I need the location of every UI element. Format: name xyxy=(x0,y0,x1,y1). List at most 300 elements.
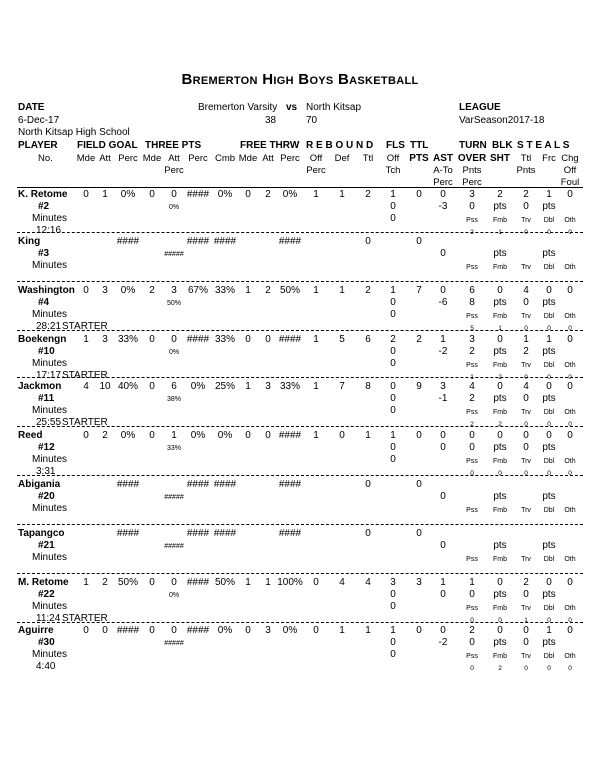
sub-stat-value: 5 xyxy=(470,325,474,332)
header-turn: TURN xyxy=(459,140,487,151)
sub-stat-value: 0 xyxy=(524,325,528,332)
sublabel-dbl: Dbl xyxy=(543,653,555,660)
header-ato: A-To xyxy=(433,165,453,176)
sub-stat-value: 0 xyxy=(498,617,502,624)
sub-stat-value: 0 xyxy=(547,325,551,332)
sub-stat-value: 0 xyxy=(547,617,551,624)
stat-cell: 0 xyxy=(365,528,371,539)
stat-cell: 1 xyxy=(83,334,89,345)
row-separator xyxy=(17,232,583,233)
turnover-pts-label: pts xyxy=(493,393,507,404)
stat-cell: 0 xyxy=(149,577,155,588)
stat-cell: 0 xyxy=(523,625,529,636)
player-name: Abigania xyxy=(18,479,61,490)
minutes-label: Minutes xyxy=(32,260,68,271)
stat-cell: #### xyxy=(213,479,237,490)
sublabel-trv: Trv xyxy=(521,605,531,612)
stat-cell: 2 xyxy=(469,625,475,636)
stat-cell: 2 xyxy=(390,334,396,345)
fls-off-value: 0 xyxy=(390,297,396,308)
stat-cell: 0% xyxy=(120,189,136,200)
stat-cell: 0 xyxy=(149,334,155,345)
ast-to-value: 0 xyxy=(440,442,446,453)
header-stl-ttl: Ttl xyxy=(520,153,532,164)
header-tch: Tch xyxy=(385,165,401,176)
stat-cell: 1 xyxy=(546,625,552,636)
sublabel-trv: Trv xyxy=(521,217,531,224)
sublabel-fmb: Fmb xyxy=(493,605,507,612)
stat-cell: 0 xyxy=(546,430,552,441)
player-number: #4 xyxy=(38,297,50,308)
stat-cell: 0 xyxy=(546,285,552,296)
sub-stat-value: 1 xyxy=(498,229,502,236)
stat-cell: 0% xyxy=(120,430,136,441)
stat-cell: 0 xyxy=(523,430,529,441)
header-3p-mde: Mde xyxy=(142,153,162,164)
stat-cell: 0 xyxy=(365,236,371,247)
header-field-goal: FIELD GOAL xyxy=(77,140,138,151)
starter-status: STARTER xyxy=(62,417,108,428)
stat-cell: 2 xyxy=(102,430,108,441)
header-free-thrw: FREE THRW xyxy=(240,140,300,151)
stat-cell: 1 xyxy=(546,334,552,345)
header-ttl: TTL xyxy=(410,140,429,151)
stat-cell: 0 xyxy=(365,479,371,490)
stat-cell: 1 xyxy=(390,430,396,441)
stat-cell: 33% xyxy=(279,381,301,392)
ast-to-value: -6 xyxy=(438,297,448,308)
sublabel-fmb: Fmb xyxy=(493,409,507,416)
stat-cell: 1 xyxy=(390,625,396,636)
sub-stat-value: 0 xyxy=(470,665,474,672)
fls-tch-value: 0 xyxy=(390,309,396,320)
header-divider xyxy=(17,187,583,188)
stat-cell: 6 xyxy=(171,381,177,392)
stat-cell: 4 xyxy=(365,577,371,588)
header-reb-def: Def xyxy=(334,153,350,164)
three-pt-att-perc: 38% xyxy=(166,396,182,403)
ast-to-value: -2 xyxy=(438,637,448,648)
vs-label: vs xyxy=(286,102,298,113)
minutes-label: Minutes xyxy=(32,503,68,514)
stat-cell: #### xyxy=(186,625,210,636)
stat-cell: 2 xyxy=(497,189,503,200)
stat-cell: #### xyxy=(213,528,237,539)
sub-stat-value: 1 xyxy=(498,325,502,332)
header-pts: PTS xyxy=(409,153,429,164)
stat-cell: 0 xyxy=(245,430,251,441)
home-team: Bremerton Varsity xyxy=(198,102,278,113)
stat-cell: 4 xyxy=(469,381,475,392)
sublabel-oth: Oth xyxy=(564,362,576,369)
sublabel-fmb: Fmb xyxy=(493,217,507,224)
sublabel-dbl: Dbl xyxy=(543,409,555,416)
starter-status: STARTER xyxy=(62,613,108,624)
stat-cell: 3 xyxy=(416,577,422,588)
header-reb-ttl: Ttl xyxy=(362,153,374,164)
sublabel-dbl: Dbl xyxy=(543,362,555,369)
page-title: Bremerton High Boys Basketball xyxy=(181,71,419,88)
stat-cell: 50% xyxy=(279,285,301,296)
stat-cell: 1 xyxy=(390,189,396,200)
stat-cell: 0 xyxy=(245,625,251,636)
header-fg-att: Att xyxy=(99,153,111,164)
sublabel-oth: Oth xyxy=(564,556,576,563)
sublabel-trv: Trv xyxy=(521,458,531,465)
stat-cell: 0 xyxy=(440,430,446,441)
sub-stat-value: 0 xyxy=(568,374,572,381)
stat-cell: 1 xyxy=(265,577,271,588)
sub-stat-value: 0 xyxy=(568,617,572,624)
stat-cell: 3 xyxy=(171,285,177,296)
sublabel-trv: Trv xyxy=(521,556,531,563)
header-player: PLAYER xyxy=(18,140,58,151)
sublabel-oth: Oth xyxy=(564,605,576,612)
fls-off-value: 0 xyxy=(390,637,396,648)
player-number: #3 xyxy=(38,248,50,259)
turnover-pnts-value: 2 xyxy=(469,393,475,404)
header-3p-att: Att xyxy=(168,153,180,164)
stat-cell: 7 xyxy=(339,381,345,392)
stat-cell: 1 xyxy=(440,577,446,588)
stat-cell: 0 xyxy=(546,381,552,392)
minutes-label: Minutes xyxy=(32,649,68,660)
sub-stat-value: 0 xyxy=(524,470,528,477)
minutes-label: Minutes xyxy=(32,405,68,416)
sub-stat-value: 0 xyxy=(547,470,551,477)
sublabel-fmb: Fmb xyxy=(493,313,507,320)
stat-cell: 1 xyxy=(245,577,251,588)
stat-cell: 2 xyxy=(365,285,371,296)
minutes-value: 25:55 xyxy=(36,417,62,428)
row-separator xyxy=(17,524,583,525)
player-name: King xyxy=(18,236,41,247)
stat-cell: 67% xyxy=(187,285,209,296)
ast-to-value: 0 xyxy=(440,248,446,259)
player-name: Boekengn xyxy=(18,334,67,345)
sub-stat-value: 2 xyxy=(498,374,502,381)
steal-pnts-value: 0 xyxy=(523,201,529,212)
steal-pnts-value: 0 xyxy=(523,637,529,648)
stat-cell: 1 xyxy=(313,285,319,296)
stat-cell: 3 xyxy=(469,189,475,200)
sublabel-pss: Pss xyxy=(466,556,478,563)
stat-cell: 2 xyxy=(265,189,271,200)
sublabel-dbl: Dbl xyxy=(543,264,555,271)
stat-cell: 0% xyxy=(190,430,206,441)
player-number: #20 xyxy=(38,491,55,502)
stat-cell: 0 xyxy=(497,625,503,636)
turnover-pts-label: pts xyxy=(493,442,507,453)
minutes-value: 17:17 xyxy=(36,370,62,381)
stat-cell: 0% xyxy=(282,625,298,636)
stat-cell: 0 xyxy=(83,285,89,296)
player-name: Aguirre xyxy=(18,625,54,636)
header-foul: Foul xyxy=(560,177,580,188)
stat-cell: 1 xyxy=(313,334,319,345)
header-ast: AST xyxy=(433,153,453,164)
sublabel-fmb: Fmb xyxy=(493,264,507,271)
sub-stat-value: 0 xyxy=(524,421,528,428)
stat-cell: 0 xyxy=(546,577,552,588)
header-fls: FLS xyxy=(386,140,405,151)
stat-cell: 0 xyxy=(265,334,271,345)
sublabel-pss: Pss xyxy=(466,362,478,369)
turnover-pts-label: pts xyxy=(493,248,507,259)
turnover-pnts-value: 0 xyxy=(469,201,475,212)
fls-tch-value: 0 xyxy=(390,454,396,465)
stat-cell: 0 xyxy=(567,625,573,636)
stat-cell: 0 xyxy=(567,285,573,296)
minutes-label: Minutes xyxy=(32,358,68,369)
fls-tch-value: 0 xyxy=(390,649,396,660)
stat-cell: 0 xyxy=(567,189,573,200)
stat-cell: 4 xyxy=(523,285,529,296)
stat-cell: 8 xyxy=(365,381,371,392)
stat-cell: #### xyxy=(116,236,140,247)
turnover-pnts-value: 2 xyxy=(469,346,475,357)
header-pnts: Pnts xyxy=(462,165,482,176)
ast-to-value: 0 xyxy=(440,491,446,502)
three-pt-att-perc: 0% xyxy=(168,592,180,599)
sub-stat-value: 0 xyxy=(470,617,474,624)
sublabel-fmb: Fmb xyxy=(493,556,507,563)
sub-stat-value: 2 xyxy=(498,665,502,672)
stat-cell: 1 xyxy=(339,625,345,636)
sub-stat-value: 2 xyxy=(470,229,474,236)
stat-cell: 1 xyxy=(440,334,446,345)
stat-cell: 1 xyxy=(83,577,89,588)
sublabel-oth: Oth xyxy=(564,217,576,224)
stat-cell: 0 xyxy=(497,430,503,441)
stat-cell: 0% xyxy=(190,381,206,392)
header-fg-perc: Perc xyxy=(118,153,138,164)
header-ato-perc: Perc xyxy=(433,177,453,188)
steal-pts-label: pts xyxy=(542,248,556,259)
stat-cell: 0% xyxy=(282,189,298,200)
stat-cell: 3 xyxy=(102,334,108,345)
sublabel-dbl: Dbl xyxy=(543,458,555,465)
sub-stat-value: 2 xyxy=(470,421,474,428)
stat-cell: 2 xyxy=(149,285,155,296)
player-name: Jackmon xyxy=(18,381,62,392)
turnover-pts-label: pts xyxy=(493,589,507,600)
stat-cell: 0 xyxy=(440,189,446,200)
sublabel-trv: Trv xyxy=(521,313,531,320)
sub-stat-value: 0 xyxy=(568,665,572,672)
three-pt-att-perc: ##### xyxy=(164,494,184,501)
sub-stat-value: 0 xyxy=(547,374,551,381)
row-separator xyxy=(17,573,583,574)
sublabel-oth: Oth xyxy=(564,458,576,465)
stat-cell: #### xyxy=(186,528,210,539)
stat-cell: 0 xyxy=(440,285,446,296)
stat-cell: 1 xyxy=(365,625,371,636)
stat-cell: 6 xyxy=(469,285,475,296)
stat-cell: 0 xyxy=(245,189,251,200)
row-separator xyxy=(17,622,583,623)
fls-tch-value: 0 xyxy=(390,405,396,416)
player-number: #21 xyxy=(38,540,55,551)
stat-cell: #### xyxy=(186,479,210,490)
steal-pts-label: pts xyxy=(542,589,556,600)
turnover-pts-label: pts xyxy=(493,491,507,502)
stat-cell: 0 xyxy=(567,577,573,588)
sub-stat-value: 0 xyxy=(498,470,502,477)
fls-tch-value: 0 xyxy=(390,601,396,612)
player-number: #30 xyxy=(38,637,55,648)
sub-stat-value: 0 xyxy=(547,665,551,672)
player-number: #11 xyxy=(38,393,55,404)
stat-cell: 3 xyxy=(102,285,108,296)
fls-tch-value: 0 xyxy=(390,213,396,224)
sub-stat-value: 0 xyxy=(568,470,572,477)
sub-stat-value: 0 xyxy=(524,374,528,381)
stat-cell: 1 xyxy=(313,189,319,200)
header-cmb: Cmb xyxy=(214,153,236,164)
stat-cell: #### xyxy=(116,479,140,490)
game-date: 6-Dec-17 xyxy=(18,115,60,126)
stat-cell: 0 xyxy=(339,430,345,441)
starter-status: STARTER xyxy=(62,370,108,381)
stat-cell: 100% xyxy=(277,577,303,588)
sublabel-dbl: Dbl xyxy=(543,605,555,612)
stat-cell: 0 xyxy=(567,430,573,441)
minutes-label: Minutes xyxy=(32,213,68,224)
stat-cell: 3 xyxy=(265,381,271,392)
minutes-value: 3:31 xyxy=(36,466,56,477)
stat-cell: 0 xyxy=(497,577,503,588)
stat-cell: 2 xyxy=(523,577,529,588)
fls-off-value: 0 xyxy=(390,201,396,212)
stat-cell: #### xyxy=(213,236,237,247)
stat-cell: 0 xyxy=(245,334,251,345)
stat-cell: 0 xyxy=(313,577,319,588)
stat-cell: 1 xyxy=(523,334,529,345)
stat-cell: 0% xyxy=(217,625,233,636)
header-ft-perc: Perc xyxy=(280,153,300,164)
row-separator xyxy=(17,475,583,476)
stat-cell: 4 xyxy=(523,381,529,392)
minutes-label: Minutes xyxy=(32,552,68,563)
header-pnts-perc: Perc xyxy=(462,177,482,188)
player-name: K. Retome xyxy=(18,189,68,200)
stat-cell: #### xyxy=(186,189,210,200)
turnover-pnts-value: 0 xyxy=(469,442,475,453)
stat-cell: 0 xyxy=(416,430,422,441)
header-steals: S T E A L S xyxy=(517,140,570,151)
steal-pnts-value: 0 xyxy=(523,393,529,404)
three-pt-att-perc: 50% xyxy=(166,300,182,307)
minutes-value: 28:21 xyxy=(36,321,62,332)
stat-cell: 0 xyxy=(416,479,422,490)
sublabel-trv: Trv xyxy=(521,507,531,514)
sublabel-pss: Pss xyxy=(466,217,478,224)
player-number: #12 xyxy=(38,442,55,453)
stat-cell: 0 xyxy=(149,430,155,441)
header-fg-mde: Mde xyxy=(76,153,96,164)
sublabel-fmb: Fmb xyxy=(493,458,507,465)
row-separator xyxy=(17,281,583,282)
sub-stat-value: 1 xyxy=(470,374,474,381)
stat-cell: 0 xyxy=(313,625,319,636)
minutes-value: 12:16 xyxy=(36,225,62,236)
ast-to-value: -3 xyxy=(438,201,448,212)
stat-cell: 3 xyxy=(265,625,271,636)
stat-cell: 10 xyxy=(99,381,111,392)
header-chg: Chg xyxy=(561,153,579,164)
stat-cell: 0 xyxy=(497,285,503,296)
header-rebound: R E B O U N D xyxy=(306,140,374,151)
stat-cell: 0 xyxy=(567,381,573,392)
sublabel-oth: Oth xyxy=(564,264,576,271)
sub-stat-value: 0 xyxy=(547,421,551,428)
turnover-pts-label: pts xyxy=(493,297,507,308)
header-sht: SHT xyxy=(490,153,510,164)
sublabel-trv: Trv xyxy=(521,264,531,271)
away-score: 70 xyxy=(306,115,318,126)
turnover-pts-label: pts xyxy=(493,540,507,551)
player-number: #22 xyxy=(38,589,55,600)
stat-cell: #### xyxy=(186,334,210,345)
stat-cell: 50% xyxy=(117,577,139,588)
player-name: Reed xyxy=(18,430,43,441)
stat-cell: 0 xyxy=(440,625,446,636)
steal-pts-label: pts xyxy=(542,540,556,551)
stat-cell: #### xyxy=(278,430,302,441)
header-frc: Frc xyxy=(542,153,556,164)
stat-cell: 1 xyxy=(339,285,345,296)
stat-cell: 1 xyxy=(245,285,251,296)
header-ft-mde: Mde xyxy=(238,153,258,164)
sublabel-pss: Pss xyxy=(466,653,478,660)
sub-stat-value: 0 xyxy=(524,229,528,236)
stat-cell: 1 xyxy=(313,430,319,441)
turnover-pts-label: pts xyxy=(493,637,507,648)
steal-pts-label: pts xyxy=(542,297,556,308)
stat-cell: 7 xyxy=(416,285,422,296)
stat-cell: 0 xyxy=(149,189,155,200)
sub-stat-value: 0 xyxy=(568,325,572,332)
stat-cell: #### xyxy=(278,528,302,539)
steal-pts-label: pts xyxy=(542,393,556,404)
stat-cell: 1 xyxy=(171,430,177,441)
date-label: DATE xyxy=(18,102,45,113)
row-separator xyxy=(17,377,583,378)
header-ft-att: Att xyxy=(262,153,274,164)
stat-cell: 9 xyxy=(416,381,422,392)
sublabel-oth: Oth xyxy=(564,653,576,660)
header-stl-pnts: Pnts xyxy=(516,165,536,176)
stat-cell: 0 xyxy=(390,381,396,392)
stat-cell: 4 xyxy=(339,577,345,588)
steal-pts-label: pts xyxy=(542,491,556,502)
stat-cell: 0 xyxy=(265,430,271,441)
stat-cell: #### xyxy=(186,577,210,588)
stat-cell: 0 xyxy=(171,577,177,588)
header-3p-perc: Perc xyxy=(188,153,208,164)
stat-cell: 5 xyxy=(339,334,345,345)
header-over: OVER xyxy=(457,153,487,164)
three-pt-att-perc: 0% xyxy=(168,204,180,211)
row-separator xyxy=(17,426,583,427)
steal-pts-label: pts xyxy=(542,442,556,453)
stat-cell: #### xyxy=(116,528,140,539)
steal-pts-label: pts xyxy=(542,637,556,648)
sub-stat-value: 0 xyxy=(524,665,528,672)
sublabel-oth: Oth xyxy=(564,409,576,416)
stat-cell: 0 xyxy=(171,625,177,636)
